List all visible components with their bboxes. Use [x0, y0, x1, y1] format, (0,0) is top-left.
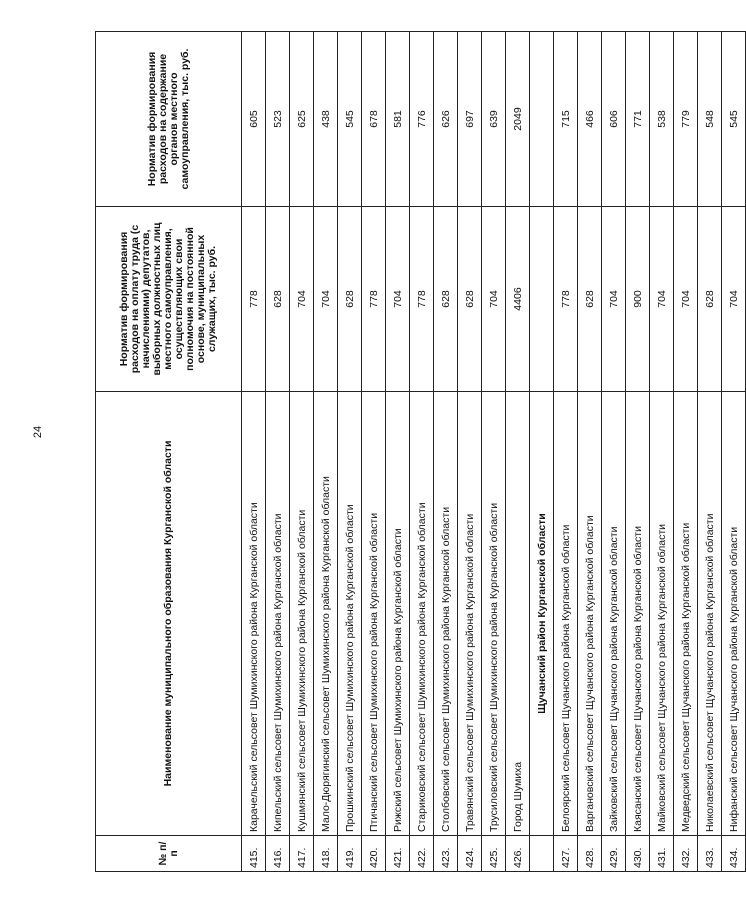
header-payroll-norm: Норматив формирования расходов на оплату труда (с начислениями) депутатов, выборных должностных лиц местного самоуправления, осуществляющих свои полномочия на постоянной основе, муниципальных служащих, тыс. руб. [96, 207, 242, 392]
row-name: Птичанский сельсовет Шумихинского района Курганской области [362, 392, 386, 836]
table-row [722, 32, 746, 872]
row-payroll: 704 [602, 207, 626, 392]
table-row [338, 32, 362, 872]
table-row [362, 32, 386, 872]
row-payroll: 778 [242, 207, 266, 392]
row-name: Трусиловский сельсовет Шумихинского района Курганской области [482, 392, 506, 836]
row-name: Карачельский сельсовет Шумихинского района Курганской области [242, 392, 266, 836]
row-name: Нифанский сельсовет Щучанского района Курганской области [722, 392, 746, 836]
row-name: Мало-Дюрягинский сельсовет Шумихинского района Курганской области [314, 392, 338, 836]
section-row [530, 32, 554, 872]
row-maintenance: 523 [266, 32, 290, 207]
row-maintenance: 771 [626, 32, 650, 207]
row-payroll: 704 [314, 207, 338, 392]
row-maintenance: 715 [554, 32, 578, 207]
row-name: Медведский сельсовет Щучанского района Курганской области [674, 392, 698, 836]
row-maintenance: 581 [386, 32, 410, 207]
rotated-table-wrapper [95, 32, 740, 872]
row-name: Николаевский сельсовет Щучанского района Курганской области [698, 392, 722, 836]
row-maintenance: 779 [674, 32, 698, 207]
table-row [554, 32, 578, 872]
row-name: Рижский сельсовет Шумихинского района Курганской области [386, 392, 410, 836]
row-name: Стариковский сельсовет Шумихинского района Курганской области [410, 392, 434, 836]
table-row [674, 32, 698, 872]
row-name: Столбовский сельсовет Шумихинского района Курганской области [434, 392, 458, 836]
row-maintenance: 606 [602, 32, 626, 207]
header-maintenance-norm: Норматив формирования расходов на содержание органов местного самоуправления, тыс. руб. [96, 32, 242, 207]
row-number: 417. [290, 836, 314, 872]
table-row [386, 32, 410, 872]
row-payroll: 704 [482, 207, 506, 392]
row-number: 427. [554, 836, 578, 872]
row-name: Зайковский сельсовет Щучанского района Курганской области [602, 392, 626, 836]
row-number: 426. [506, 836, 530, 872]
row-payroll: 628 [578, 207, 602, 392]
table-row [458, 32, 482, 872]
row-number: 423. [434, 836, 458, 872]
row-maintenance: 438 [314, 32, 338, 207]
page-number: 24 [32, 425, 44, 439]
row-maintenance: 639 [482, 32, 506, 207]
row-name: Каясанский сельсовет Щучанского района Курганской области [626, 392, 650, 836]
row-number: 416. [266, 836, 290, 872]
row-number: 431. [650, 836, 674, 872]
row-maintenance: 678 [362, 32, 386, 207]
row-number: 429. [602, 836, 626, 872]
row-payroll: 628 [266, 207, 290, 392]
row-name: Город Шумиха [506, 392, 530, 836]
row-maintenance: 2049 [506, 32, 530, 207]
row-maintenance: 548 [698, 32, 722, 207]
row-number: 422. [410, 836, 434, 872]
row-maintenance: 697 [458, 32, 482, 207]
row-payroll: 900 [626, 207, 650, 392]
row-payroll: 778 [362, 207, 386, 392]
section-num-cell [530, 836, 554, 872]
row-payroll: 704 [650, 207, 674, 392]
row-payroll: 704 [674, 207, 698, 392]
header-municipality-name: Наименование муниципального образования Курганской области [96, 392, 242, 836]
row-maintenance: 626 [434, 32, 458, 207]
row-name: Кушмянский сельсовет Шумихинского района Курганской области [290, 392, 314, 836]
row-maintenance: 545 [338, 32, 362, 207]
row-maintenance: 545 [722, 32, 746, 207]
row-number: 415. [242, 836, 266, 872]
table-header-row [96, 32, 242, 872]
row-number: 419. [338, 836, 362, 872]
row-maintenance: 625 [290, 32, 314, 207]
table-row [506, 32, 530, 872]
header-num: № п/п [96, 836, 242, 872]
row-payroll: 704 [290, 207, 314, 392]
row-maintenance: 466 [578, 32, 602, 207]
table-body-shumikha [242, 32, 530, 872]
section-payroll-cell [530, 207, 554, 392]
table-row [482, 32, 506, 872]
row-maintenance: 776 [410, 32, 434, 207]
row-name: Варгановский сельсовет Щучанского района Курганской области [578, 392, 602, 836]
row-number: 433. [698, 836, 722, 872]
row-maintenance: 538 [650, 32, 674, 207]
row-number: 430. [626, 836, 650, 872]
table-row [290, 32, 314, 872]
row-number: 434. [722, 836, 746, 872]
row-maintenance: 605 [242, 32, 266, 207]
row-number: 425. [482, 836, 506, 872]
table-row [410, 32, 434, 872]
row-number: 418. [314, 836, 338, 872]
row-name: Белоярский сельсовет Щучанского района Курганской области [554, 392, 578, 836]
table-row [578, 32, 602, 872]
table-row [266, 32, 290, 872]
table-row [242, 32, 266, 872]
row-payroll: 778 [554, 207, 578, 392]
row-payroll: 628 [458, 207, 482, 392]
section-title: Щучанский район Курганской области [530, 392, 554, 836]
row-name: Прошкинский сельсовет Шумихинского района Курганской области [338, 392, 362, 836]
table-row [626, 32, 650, 872]
row-payroll: 4406 [506, 207, 530, 392]
budget-norms-table [95, 31, 746, 872]
row-number: 428. [578, 836, 602, 872]
row-payroll: 704 [722, 207, 746, 392]
table-row [698, 32, 722, 872]
section-maint-cell [530, 32, 554, 207]
row-payroll: 778 [410, 207, 434, 392]
row-name: Майковский сельсовет Щучанского района Курганской области [650, 392, 674, 836]
row-payroll: 628 [338, 207, 362, 392]
row-payroll: 628 [698, 207, 722, 392]
table-row [650, 32, 674, 872]
row-number: 421. [386, 836, 410, 872]
row-payroll: 704 [386, 207, 410, 392]
table-row [602, 32, 626, 872]
row-number: 424. [458, 836, 482, 872]
table-row [314, 32, 338, 872]
row-number: 420. [362, 836, 386, 872]
table-row [434, 32, 458, 872]
table-body-shchuchye [554, 32, 746, 872]
row-name: Кипельский сельсовет Шумихинского района Курганской области [266, 392, 290, 836]
row-number: 432. [674, 836, 698, 872]
row-payroll: 628 [434, 207, 458, 392]
row-name: Травянский сельсовет Шумихинского района Курганской области [458, 392, 482, 836]
